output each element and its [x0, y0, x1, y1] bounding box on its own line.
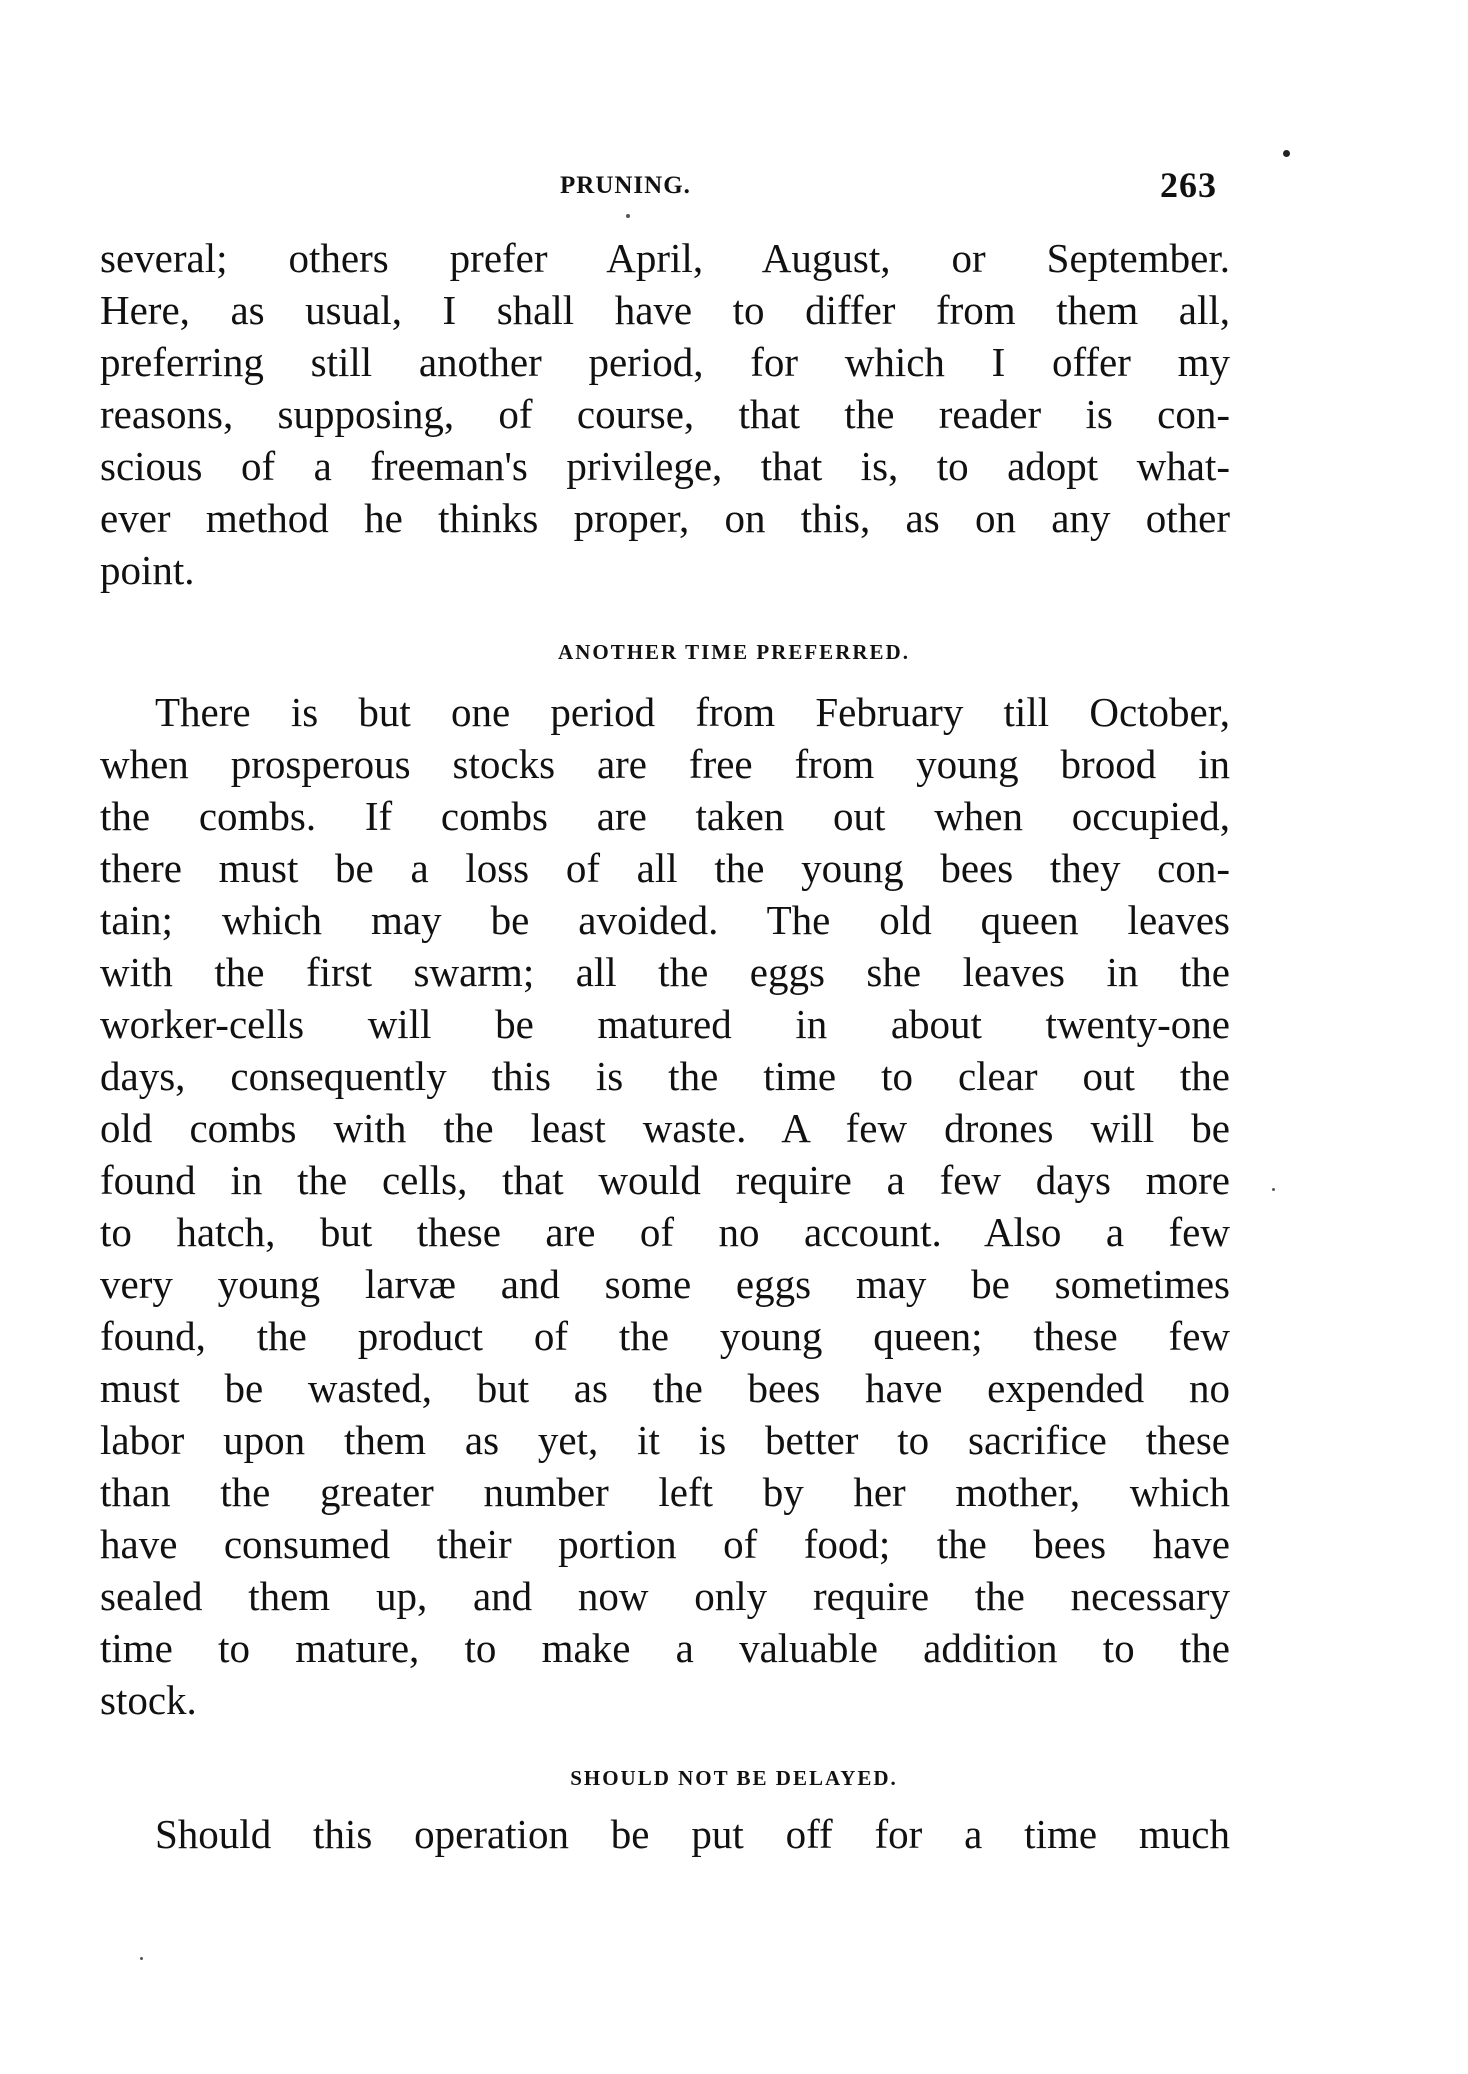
text-line: days, consequently this is the time to clear out the — [100, 1053, 1230, 1099]
text-line: old combs with the least waste. A few drones will be — [100, 1105, 1230, 1151]
text-line: scious of a freeman's privilege, that is, to adopt what- — [100, 443, 1230, 489]
scan-speck — [1272, 1188, 1275, 1191]
text-line: labor upon them as yet, it is better to sacrifice these — [100, 1417, 1230, 1463]
text-line: sealed them up, and now only require the necessary — [100, 1573, 1230, 1619]
scan-speck — [626, 214, 630, 218]
text-line: to hatch, but these are of no account. Also a few — [100, 1209, 1230, 1255]
text-line: reasons, supposing, of course, that the reader is con- — [100, 391, 1230, 437]
text-line: the combs. If combs are taken out when occupied, — [100, 793, 1230, 839]
text-line: found, the product of the young queen; these few — [100, 1313, 1230, 1359]
scan-speck — [1283, 150, 1290, 157]
text-line: preferring still another period, for which I offer my — [100, 339, 1230, 385]
text-line: worker-cells will be matured in about twenty-one — [100, 1001, 1230, 1047]
text-line: point. — [100, 547, 195, 593]
section-heading: SHOULD NOT BE DELAYED. — [570, 1766, 898, 1790]
text-line: time to mature, to make a valuable addition to the — [100, 1625, 1230, 1671]
scan-speck — [140, 1957, 143, 1960]
text-line: ever method he thinks proper, on this, as on any other — [100, 495, 1230, 541]
text-line: There is but one period from February till October, — [155, 689, 1230, 735]
text-line: tain; which may be avoided. The old queen leaves — [100, 897, 1230, 943]
text-line: Here, as usual, I shall have to differ from them all, — [100, 287, 1230, 333]
text-line: there must be a loss of all the young bees they con- — [100, 845, 1230, 891]
text-line: found in the cells, that would require a few days more — [100, 1157, 1230, 1203]
text-line: than the greater number left by her mother, which — [100, 1469, 1230, 1515]
text-line: several; others prefer April, August, or September. — [100, 235, 1230, 281]
text-line: when prosperous stocks are free from young brood in — [100, 741, 1230, 787]
text-line: stock. — [100, 1677, 197, 1723]
text-line: must be wasted, but as the bees have expended no — [100, 1365, 1230, 1411]
running-head-title: PRUNING. — [560, 172, 691, 199]
section-heading: ANOTHER TIME PREFERRED. — [558, 640, 910, 664]
page-number: 263 — [1160, 165, 1217, 205]
text-line: with the first swarm; all the eggs she leaves in the — [100, 949, 1230, 995]
text-line: have consumed their portion of food; the bees have — [100, 1521, 1230, 1567]
text-line: very young larvæ and some eggs may be sometimes — [100, 1261, 1230, 1307]
text-line: Should this operation be put off for a time much — [155, 1811, 1230, 1857]
